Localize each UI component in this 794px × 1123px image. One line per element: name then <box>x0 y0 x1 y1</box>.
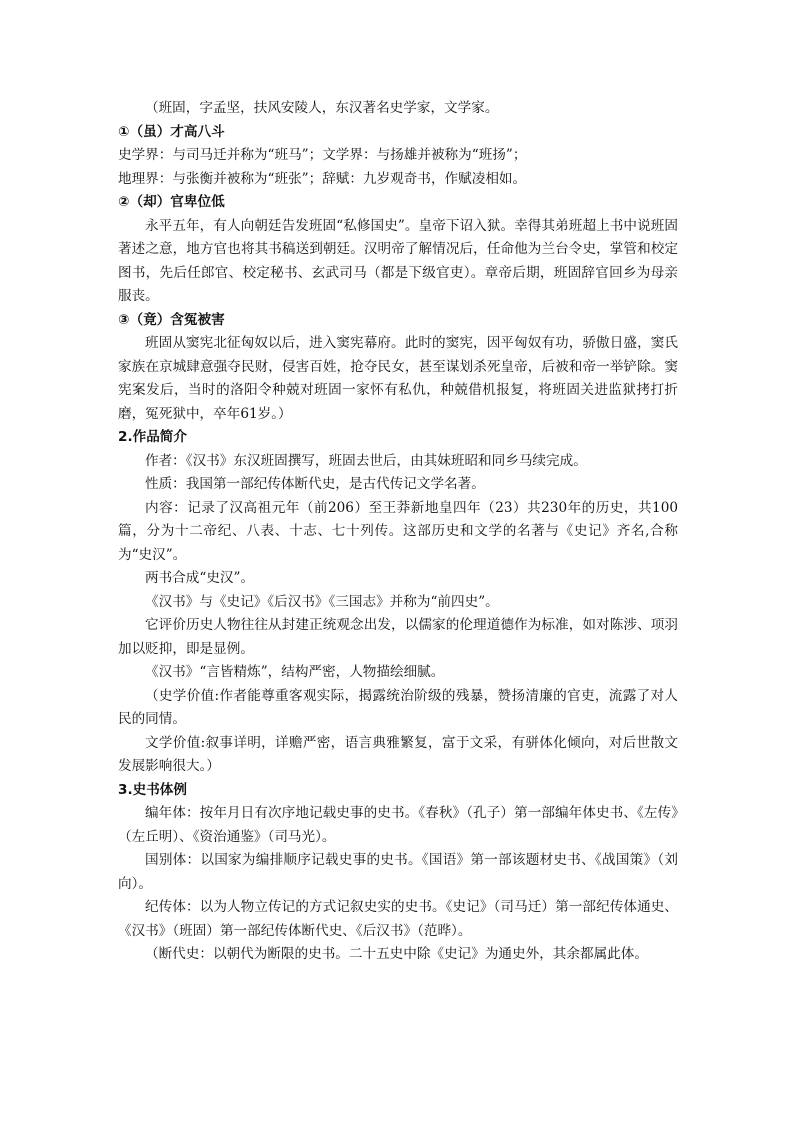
section-heading-talent: ①（虽）才高八斗 <box>118 123 225 140</box>
works-combined: 两书合成“史汉”。 <box>145 570 255 586</box>
intro-paragraph: （班固，字孟坚，扶风安陵人，东汉著名史学家，文学家。 <box>145 100 499 116</box>
works-literary-value: 文学价值:叙事详明，详赡严密，语言典雅繁复，富于文采，有骈体化倾向，对后世散文发展影响很大。） <box>118 734 678 774</box>
wronged-paragraph: 班固从窦宪北征匈奴以后，进入窦宪幕府。此时的窦宪，因平匈奴有功，骄傲日盛，窦氏家族在京城肆意强夺民财，侵害百姓，抢夺民女，甚至谋划杀死皇帝，后被和帝一举铲除。窦宪案发后，当时的洛阳令种兢对班固一家怀有私仇，种兢借机报复，将班固关进监狱拷打折磨，冤死狱中，卒年61岁。） <box>118 335 678 422</box>
document-page <box>118 97 678 967</box>
works-historical-value: （史学价值:作者能尊重客观实际，揭露统治阶级的残暴，赞扬清廉的官吏，流露了对人民的同情。 <box>118 687 678 727</box>
genre-biographical: 纪传体：以为人物立传记的方式记叙史实的史书。《史记》（司马迁）第一部纪传体通史、《汉书》（班固）第一部纪传体断代史、《后汉书》（范晔）。 <box>118 899 678 939</box>
low-rank-paragraph: 永平五年，有人向朝廷告发班固“私修国史”。皇帝下诏入狱。幸得其弟班超上书中说班固著述之意，地方官也将其书稿送到朝廷。汉明帝了解情况后，任命他为兰台令史，掌管和校定图书，先后任郎官、校定秘书、玄武司马（都是下级官吏）。章帝后期，班固辞官回乡为母亲服丧。 <box>118 217 678 304</box>
works-content: 内容：记录了汉高祖元年（前206）至王莽新地皇四年（23）共230年的历史，共100篇，分为十二帝纪、八表、十志、七十列传。这部历史和文学的名著与《史记》齐名,合称为“史汉”。 <box>118 499 678 563</box>
section-heading-works: 2.作品简介 <box>118 429 187 445</box>
talent-line-1: 史学界：与司马迁并称为“班马”；文学界：与扬雄并被称为“班扬”； <box>118 147 527 163</box>
section-heading-low-rank: ②（却）官卑位低 <box>118 194 225 210</box>
works-author: 作者：《汉书》东汉班固撰写，班固去世后，由其妹班昭和同乡马续完成。 <box>145 452 587 469</box>
genre-dynastic: （断代史：以朝代为断限的史书。二十五史中除《史记》为通史外，其余都属此体。 <box>145 946 648 962</box>
works-style: 《汉书》“言皆精炼”，结构严密，人物描绘细腻。 <box>145 664 445 680</box>
genre-national: 国别体：以国家为编排顺序记载史事的史书。《国语》第一部该题材史书、《战国策》（刘向）。 <box>118 852 678 892</box>
talent-line-2: 地理界：与张衡并被称为“班张”；辞赋：九岁观奇书，作赋凌相如。 <box>118 170 527 187</box>
section-heading-genres: 3.史书体例 <box>118 781 187 798</box>
genre-chronological: 编年体：按年月日有次序地记载史事的史书。《春秋》（孔子）第一部编年体史书、《左传》（左丘明）、《资治通鉴》（司马光）。 <box>118 805 678 845</box>
section-heading-wronged: ③（竟）含冤被害 <box>118 311 225 328</box>
works-nature: 性质：我国第一部纪传体断代史，是古代传记文学名著。 <box>145 476 485 492</box>
works-four-histories: 《汉书》与《史记》《后汉书》《三国志》并称为“前四史”。 <box>145 593 499 610</box>
works-evaluation: 它评价历史人物往往从封建正统观念出发，以儒家的伦理道德作为标准，如对陈涉、项羽加以贬抑，即是显例。 <box>118 617 678 657</box>
